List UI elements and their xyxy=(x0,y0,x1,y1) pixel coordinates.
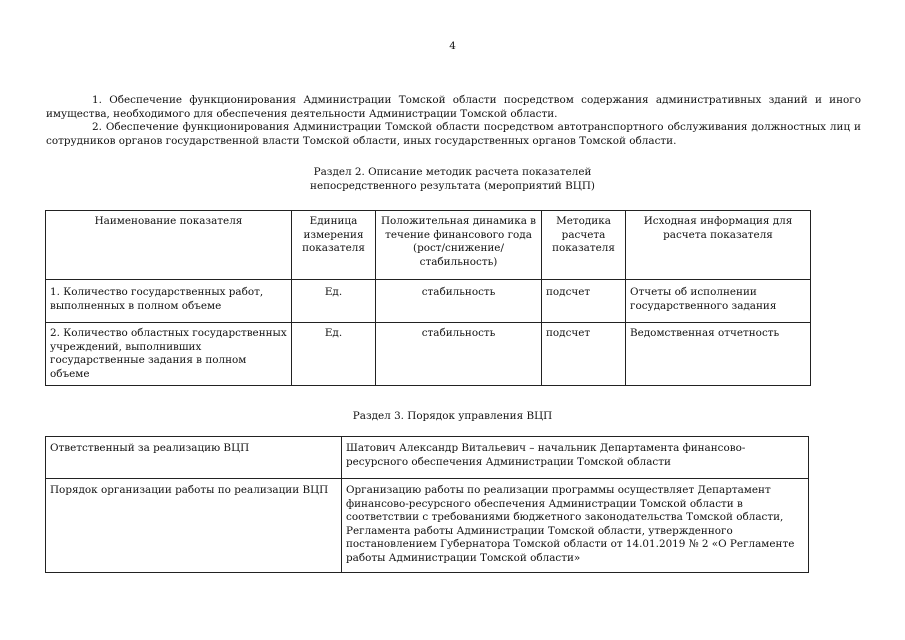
indicator-name: 1. Количество государственных работ, выполненных в полном объеме xyxy=(46,280,292,323)
method-cell: подсчет xyxy=(542,280,626,323)
unit-cell: Ед. xyxy=(292,280,376,323)
method-cell: подсчет xyxy=(542,323,626,386)
unit-cell: Ед. xyxy=(292,323,376,386)
row-label: Ответственный за реализацию ВЦП xyxy=(46,437,342,479)
management-table xyxy=(45,436,809,573)
dynamics-cell: стабильность xyxy=(376,323,542,386)
intro-text xyxy=(46,94,861,148)
section-2-title-line-2: непосредственного результата (мероприятий ВЦП) xyxy=(310,179,595,192)
table-header-row xyxy=(46,211,811,280)
row-label: Порядок организации работы по реализации ВЦП xyxy=(46,479,342,573)
intro-paragraph-2: 2. Обеспечение функционирования Администрации Томской области посредством автотранспортного обслуживания должностных лиц и сотрудников органов государственной власти Томской области, иных государственных органов Томской области. xyxy=(46,121,861,147)
row-value: Организацию работы по реализации программы осуществляет Департамент финансово-ресурсного обеспечения Администрации Томской области в соответствии с требованиями бюджетного законодательства Томской области, Регламента работы Администрации Томской области, утвержденного постановлением Губернатора Томской области от 14.01.2019 № 2 «О Регламенте работы Администрации Томской области» xyxy=(342,479,809,573)
table-row xyxy=(46,280,811,323)
row-value: Шатович Александр Витальевич – начальник Департамента финансово-ресурсного обеспечения Администрации Томской области xyxy=(342,437,809,479)
table-row xyxy=(46,479,809,573)
intro-paragraph-1: 1. Обеспечение функционирования Администрации Томской области посредством содержания административных зданий и иного имущества, необходимого для обеспечения деятельности Администрации Томской области. xyxy=(46,94,861,120)
column-header: Методика расчета показателя xyxy=(542,211,626,280)
page-number: 4 xyxy=(449,40,456,52)
column-header: Исходная информация для расчета показателя xyxy=(626,211,811,280)
indicators-table xyxy=(45,210,811,386)
column-header: Наименование показателя xyxy=(46,211,292,280)
column-header: Единица измерения показателя xyxy=(292,211,376,280)
dynamics-cell: стабильность xyxy=(376,280,542,323)
indicator-name: 2. Количество областных государственных учреждений, выполнивших государственные задания в полном объеме xyxy=(46,323,292,386)
section-2-title xyxy=(0,166,905,193)
table-row xyxy=(46,323,811,386)
source-cell: Отчеты об исполнении государственного задания xyxy=(626,280,811,323)
section-2-title-line-1: Раздел 2. Описание методик расчета показателей xyxy=(313,166,592,178)
table-row xyxy=(46,437,809,479)
column-header: Положительная динамика в течение финансового года (рост/снижение/ стабильность) xyxy=(376,211,542,280)
source-cell: Ведомственная отчетность xyxy=(626,323,811,386)
section-3-title: Раздел 3. Порядок управления ВЦП xyxy=(352,410,553,422)
